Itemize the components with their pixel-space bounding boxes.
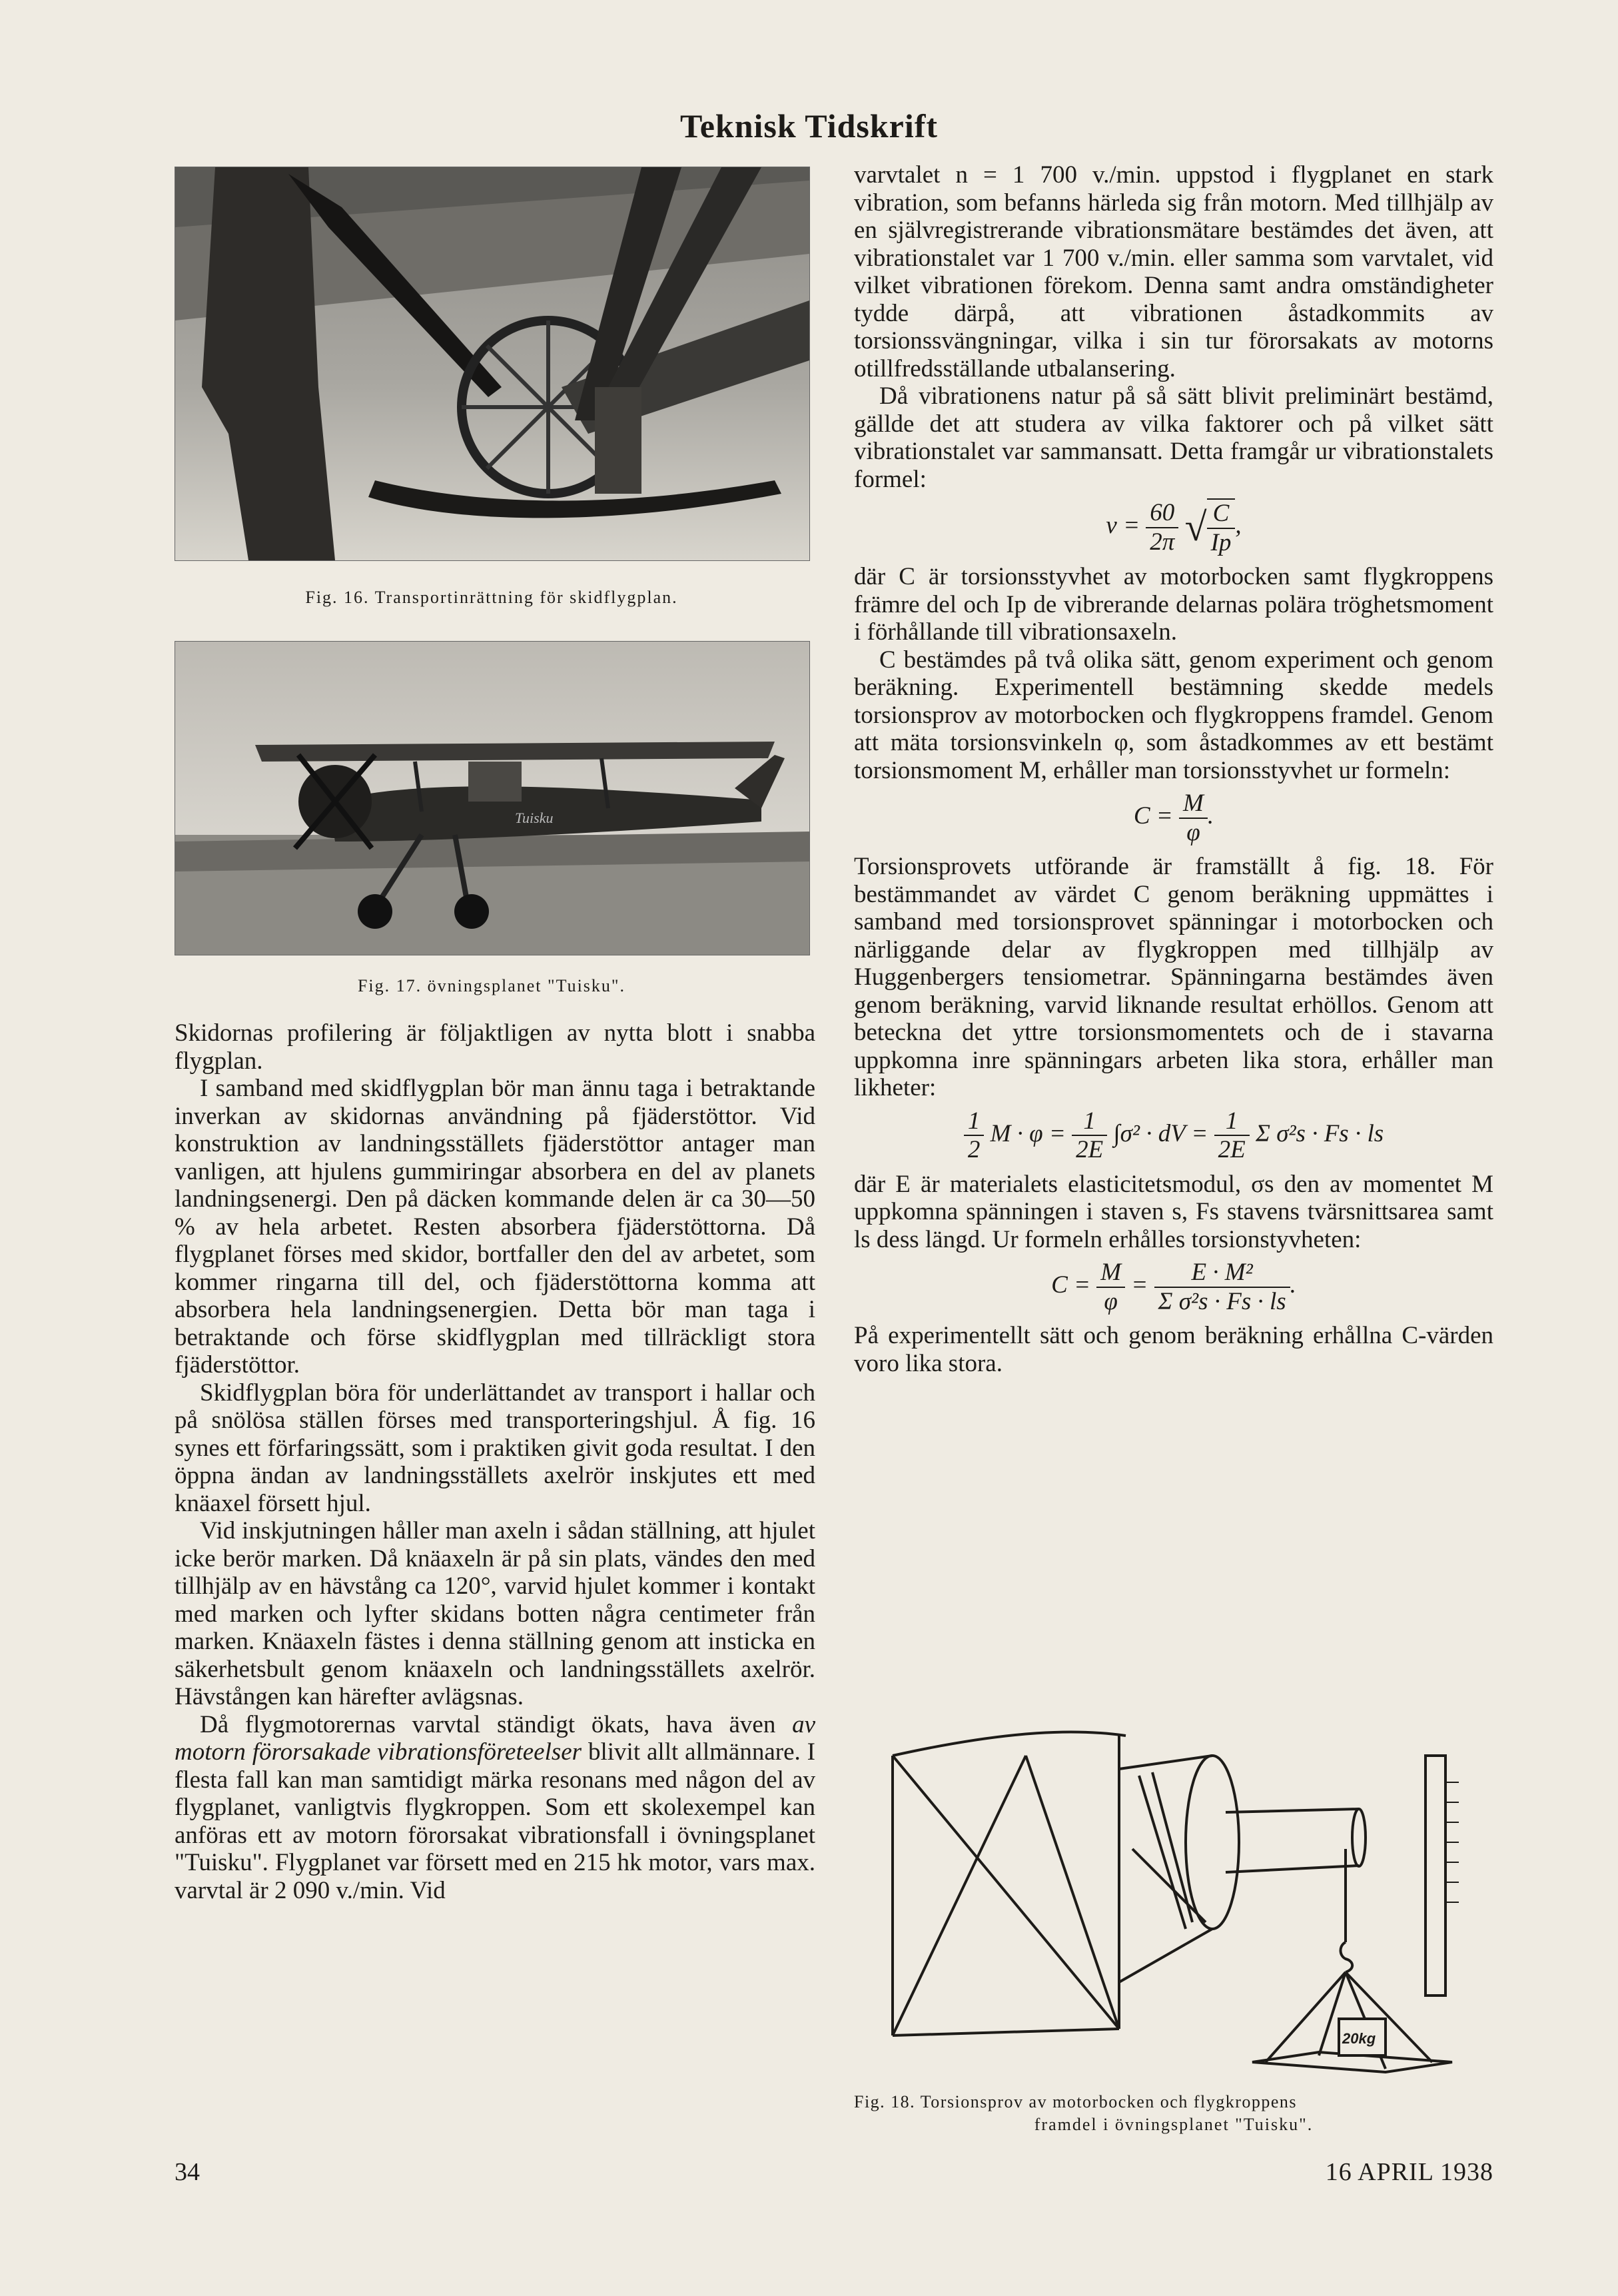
left-para-5-end: blivit allt allmännare. I flesta fall kan man samtidigt märka resonans med någon del av flygplanet, vanligtvis flygkroppen. Som ett skolexempel kan anföras ett av motorn förorsakat vibrationsfall i övningsplanet "Tuisku". Flygplanet var försett med en 215 hk motor, vars max. varvtal är 2 090 v./min. Vid [175, 1738, 815, 1904]
formula3-c-num: 1 [1214, 1107, 1250, 1137]
formula4-frac1 [1096, 1259, 1125, 1315]
formula2-frac [1179, 790, 1208, 846]
formula3-b-den: 2E [1076, 1136, 1104, 1163]
fig17-caption: Fig. 17. övningsplanet "Tuisku". [357, 976, 626, 995]
fig18-weight-label: 20kg [1342, 2030, 1376, 2047]
right-para-5: Torsionsprovets utförande är framställt å fig. 18. För bestämmandet av värdet C genom beräkning uppmättes i samband med torsionsprovet spänningar i motorbocken och närliggande delar av flygkroppen med tillhjälp av Huggenbergers tensiometrar. Spänningarna bestämdes även genom beräkning, varvid liknande resultat erhöllos. Genom att beteckna det yttre torsionsmomentets och de i stavarna uppkomna inre spänningars arbeten lika stora, erhåller man likheter: [854, 853, 1493, 1101]
formula1-lhs: ν = [1106, 511, 1140, 539]
formula-vibration [854, 498, 1493, 556]
fig18-caption-line2: framdel i övningsplanet "Tuisku". [1034, 2115, 1314, 2134]
formula1-root-den: Ip [1210, 528, 1232, 556]
left-para-1: Skidornas profilering är följaktligen av nytta blott i snabba flygplan. [175, 1019, 815, 1075]
fig17-photo [175, 641, 810, 955]
formula1-tail: , [1235, 511, 1242, 539]
fig18-drawing [879, 1716, 1492, 2075]
left-column [175, 1019, 815, 1904]
formula2-lhs: C = [1133, 802, 1173, 830]
formula2-den: φ [1186, 818, 1200, 846]
formula3-a-den: 2 [967, 1136, 981, 1163]
right-column [854, 161, 1493, 1377]
formula3-c-tail: Σ σ²s · Fs · ls [1255, 1119, 1384, 1147]
formula4-tail: . [1290, 1271, 1296, 1299]
fig18-caption-line1: Fig. 18. Torsionsprov av motorbocken och flygkroppens [854, 2092, 1298, 2111]
masthead: Teknisk Tidskrift [679, 107, 939, 145]
formula3-a [964, 1107, 985, 1164]
right-para-1: varvtalet n = 1 700 v./min. uppstod i flygplanet en stark vibration, som befanns härleda sig från motorn. Med tillhjälp av en självregistrerande vibrationsmätare bestämdes det även, att vibrationstalet var 1 700 v./min. eller samma som varvtalet, vid vilket vibrationen förekom. Denna samt andra omständigheter tydde därpå, att vibrationen åstadkommits av torsionssvängningar, vilka i sin tur förorsakats av motorns otillfredsställande utbalansering. [854, 161, 1493, 382]
fig16-caption: Fig. 16. Transportinrättning för skidflygplan. [305, 588, 678, 607]
formula4-lhs: C = [1051, 1271, 1090, 1299]
right-para-2: Då vibrationens natur på så sätt blivit preliminärt bestämd, gällde det att studera av vilka faktorer och på vilket sätt vibrationstalet var sammansatt. Detta framgår ur vibrationstalets formel: [854, 382, 1493, 493]
right-para-7: På experimentellt sätt och genom beräkning erhållna C-värden voro lika stora. [854, 1322, 1493, 1377]
formula3-c [1214, 1107, 1250, 1164]
formula1-frac [1146, 499, 1178, 556]
formula-stiffness [854, 790, 1493, 846]
formula1-num: 60 [1146, 499, 1178, 528]
right-para-4: C bestämdes på två olika sätt, genom experiment och genom beräkning. Experimentell bestämning skedde medels torsionsprov av motorbocken och flygkroppens framdel. Genom att mäta torsionsvinkeln φ, som åstadkommes av ett bestämt torsionsmoment M, erhåller man torsionsstyvhet ur formeln: [854, 646, 1493, 784]
formula4-num2: E · M² [1154, 1259, 1290, 1288]
formula4-den2: Σ σ²s · Fs · ls [1158, 1287, 1286, 1315]
formula4-eq: = [1131, 1271, 1148, 1299]
formula3-b [1072, 1107, 1107, 1164]
formula1-root-num: C [1207, 500, 1236, 529]
formula-stiffness-calc [854, 1259, 1493, 1315]
fig17-plane-name: Tuisku [515, 810, 554, 826]
left-para-2: I samband med skidflygplan bör man ännu taga i betraktande inverkan av skidornas användning på fjäderstöttor. Vid konstruktion av landningsställets fjäderstöttor antager man vanligen, att hjulens gummiringar absorbera en del av planets landningsenergi. Den på däcken kommande delen är ca 30—50 % av hela arbetet. Resten absorbera fjäderstöttorna. Då flygplanet förses med skidor, bortfaller den del av arbetet, som kommer ringarna till del, och fjäderstöttorna komma att absorbera hela landningsenergien. Detta bör man taga i betraktande och förse skidflygplan med tillräckligt stora fjäderstöttor. [175, 1075, 815, 1379]
page-number: 34 [175, 2158, 200, 2186]
formula3-b-tail: ∫σ² · dV = [1113, 1119, 1208, 1147]
formula2-num: M [1179, 790, 1208, 819]
formula3-c-den: 2E [1218, 1136, 1246, 1163]
formula3-a-tail: M · φ = [990, 1119, 1066, 1147]
formula-energy [854, 1107, 1493, 1164]
right-para-3: där C är torsionsstyvhet av motorbocken samt flygkroppens främre del och Ip de vibrerande delarnas polära tröghetsmoment i förhållande till vibrationsaxeln. [854, 563, 1493, 646]
formula3-a-num: 1 [964, 1107, 985, 1137]
left-para-5-start: Då flygmotorernas varvtal ständigt ökats, hava även [200, 1710, 793, 1738]
left-para-3: Skidflygplan böra för underlättandet av transport i hallar och på snölösa ställen förses med transporteringshjul. Å fig. 16 synes ett förfaringssätt, som i praktiken givit goda resultat. I den öppna ändan av landningsställets axelrör inskjutes ett med knäaxel försett hjul. [175, 1379, 815, 1517]
sqrt-icon: √ [1184, 504, 1207, 549]
formula2-tail: . [1207, 802, 1214, 830]
left-para-4: Vid inskjutningen håller man axeln i sådan ställning, att hjulet icke berör marken. Då knäaxeln är på sin plats, vändes den med tillhjälp av en hävstång ca 120°, varvid hjulet kommer i kontakt med marken och lyfter skidans botten några centimeter från marken. Knäaxeln fästes i denna ställning genom att insticka en säkerhetsbult genom knäaxeln och landningsställets axelrör. Hävstången kan härefter avlägsnas. [175, 1517, 815, 1710]
left-para-5 [175, 1711, 815, 1905]
formula1-den: 2π [1150, 528, 1175, 556]
formula4-den1: φ [1104, 1287, 1118, 1315]
left-para-5-italic: av motorn förorsakade vibrationsföreteelser [175, 1710, 815, 1766]
right-para-6: där E är materialets elasticitetsmodul, σs den av momentet M uppkomna spänningen i staven s, Fs stavens tvärsnittsarea samt ls dess längd. Ur formeln erhålles torsionstyvheten: [854, 1170, 1493, 1253]
fig16-photo [175, 167, 810, 561]
formula3-b-num: 1 [1072, 1107, 1107, 1137]
formula4-num1: M [1096, 1259, 1125, 1288]
formula4-frac2 [1154, 1259, 1290, 1315]
issue-date: 16 APRIL 1938 [1325, 2158, 1493, 2186]
formula1-root [1207, 498, 1236, 556]
